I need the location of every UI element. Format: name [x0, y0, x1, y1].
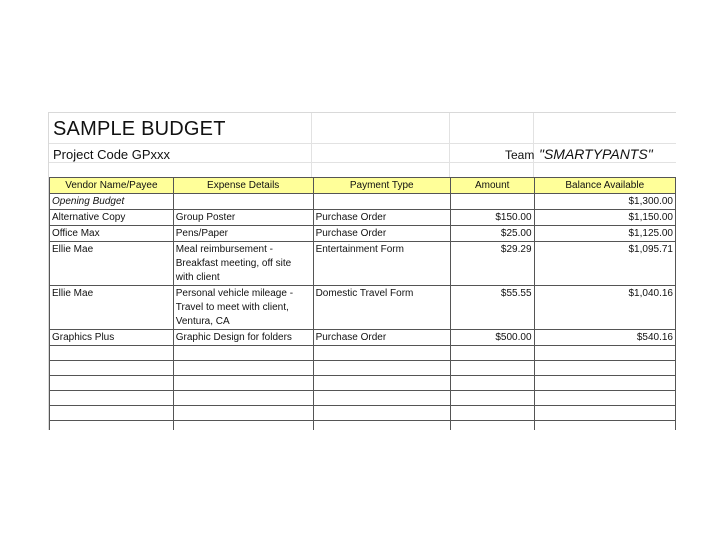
- payment-type-cell[interactable]: [313, 406, 450, 421]
- expense-details-cell[interactable]: [173, 421, 313, 431]
- vendor-cell[interactable]: [50, 346, 174, 361]
- amount-cell[interactable]: $25.00: [450, 226, 534, 242]
- team-label: Team: [505, 148, 535, 162]
- expense-details-cell[interactable]: [173, 361, 313, 376]
- table-row: [50, 361, 676, 376]
- payment-type-cell[interactable]: [313, 391, 450, 406]
- balance-cell[interactable]: [534, 346, 675, 361]
- payment-type-cell[interactable]: [313, 361, 450, 376]
- payment-type-cell[interactable]: [313, 376, 450, 391]
- table-row: [50, 210, 676, 226]
- amount-cell[interactable]: [450, 421, 534, 431]
- payment-type-cell[interactable]: [313, 346, 450, 361]
- sheet-title: SAMPLE BUDGET: [53, 118, 226, 140]
- table-row: [50, 376, 676, 391]
- vendor-cell[interactable]: [50, 421, 174, 431]
- vendor-cell[interactable]: Ellie Mae: [50, 286, 174, 330]
- budget-table-body: [50, 194, 676, 431]
- header-row: [50, 178, 676, 194]
- header-expense-details[interactable]: Expense Details: [173, 178, 313, 194]
- expense-details-cell[interactable]: [173, 286, 313, 330]
- vendor-cell[interactable]: [50, 376, 174, 391]
- balance-cell[interactable]: $1,040.16: [534, 286, 675, 330]
- balance-cell[interactable]: [534, 376, 675, 391]
- table-row: [50, 346, 676, 361]
- amount-cell[interactable]: [450, 376, 534, 391]
- table-row: [50, 391, 676, 406]
- table-row: [50, 406, 676, 421]
- expense-details-line: with client: [175, 272, 220, 283]
- amount-cell[interactable]: $500.00: [450, 330, 534, 346]
- expense-details-cell[interactable]: [173, 242, 313, 286]
- amount-cell[interactable]: $29.29: [450, 242, 534, 286]
- payment-type-cell[interactable]: Purchase Order: [313, 210, 450, 226]
- expense-details-cell[interactable]: [173, 226, 313, 242]
- payment-type-cell[interactable]: Entertainment Form: [313, 242, 450, 286]
- vendor-cell[interactable]: Graphics Plus: [50, 330, 174, 346]
- table-row: [50, 242, 676, 286]
- table-row: [50, 226, 676, 242]
- expense-details-cell[interactable]: [173, 406, 313, 421]
- expense-details-line: Breakfast meeting, off site: [175, 258, 292, 269]
- amount-cell[interactable]: $55.55: [450, 286, 534, 330]
- balance-cell[interactable]: [534, 421, 675, 431]
- payment-type-cell[interactable]: Purchase Order: [313, 226, 450, 242]
- balance-cell[interactable]: $1,150.00: [534, 210, 675, 226]
- payment-type-cell[interactable]: Purchase Order: [313, 330, 450, 346]
- vendor-cell[interactable]: Office Max: [50, 226, 174, 242]
- expense-details-cell[interactable]: [173, 391, 313, 406]
- expense-details-cell[interactable]: [173, 210, 313, 226]
- expense-details-line: Meal reimbursement -: [175, 244, 274, 255]
- amount-cell[interactable]: [450, 391, 534, 406]
- balance-cell[interactable]: $540.16: [534, 330, 675, 346]
- expense-details-cell[interactable]: [173, 346, 313, 361]
- amount-cell[interactable]: [450, 346, 534, 361]
- balance-cell[interactable]: $1,300.00: [534, 194, 675, 210]
- expense-details-cell[interactable]: [173, 376, 313, 391]
- payment-type-cell[interactable]: [313, 194, 450, 210]
- header-payment-type[interactable]: Payment Type: [313, 178, 450, 194]
- vendor-cell[interactable]: [50, 406, 174, 421]
- balance-cell[interactable]: $1,125.00: [534, 226, 675, 242]
- table-row: [50, 421, 676, 431]
- amount-cell[interactable]: [450, 361, 534, 376]
- header-vendor[interactable]: Vendor Name/Payee: [50, 178, 174, 194]
- table-row-opening: [50, 194, 676, 210]
- vendor-cell[interactable]: Ellie Mae: [50, 242, 174, 286]
- expense-details-line: Graphic Design for folders: [175, 332, 292, 343]
- table-row: [50, 330, 676, 346]
- gridline: [311, 113, 312, 177]
- expense-details-cell[interactable]: [173, 194, 313, 210]
- amount-cell[interactable]: [450, 194, 534, 210]
- balance-cell[interactable]: [534, 361, 675, 376]
- amount-cell[interactable]: $150.00: [450, 210, 534, 226]
- project-code: Project Code GPxxx: [53, 147, 171, 162]
- expense-details-line: Personal vehicle mileage -: [175, 288, 294, 299]
- budget-table: [49, 177, 676, 430]
- expense-details-line: Group Poster: [175, 212, 236, 223]
- budget-sheet: [48, 112, 676, 430]
- expense-details-cell[interactable]: [173, 330, 313, 346]
- expense-details-line: Pens/Paper: [175, 228, 229, 239]
- vendor-cell[interactable]: [50, 391, 174, 406]
- gridline: [49, 143, 676, 144]
- expense-details-line: Ventura, CA: [175, 316, 230, 327]
- amount-cell[interactable]: [450, 406, 534, 421]
- payment-type-cell[interactable]: [313, 421, 450, 431]
- payment-type-cell[interactable]: Domestic Travel Form: [313, 286, 450, 330]
- balance-cell[interactable]: [534, 391, 675, 406]
- gridline: [533, 113, 534, 177]
- gridline: [449, 113, 450, 177]
- header-amount[interactable]: Amount: [450, 178, 534, 194]
- vendor-cell[interactable]: Alternative Copy: [50, 210, 174, 226]
- gridline: [49, 162, 676, 163]
- expense-details-line: Travel to meet with client,: [175, 302, 289, 313]
- vendor-cell[interactable]: [50, 361, 174, 376]
- header-balance-available[interactable]: Balance Available: [534, 178, 675, 194]
- balance-cell[interactable]: [534, 406, 675, 421]
- balance-cell[interactable]: $1,095.71: [534, 242, 675, 286]
- table-row: [50, 286, 676, 330]
- vendor-cell[interactable]: Opening Budget: [50, 194, 174, 210]
- team-name: "SMARTYPANTS": [539, 146, 653, 162]
